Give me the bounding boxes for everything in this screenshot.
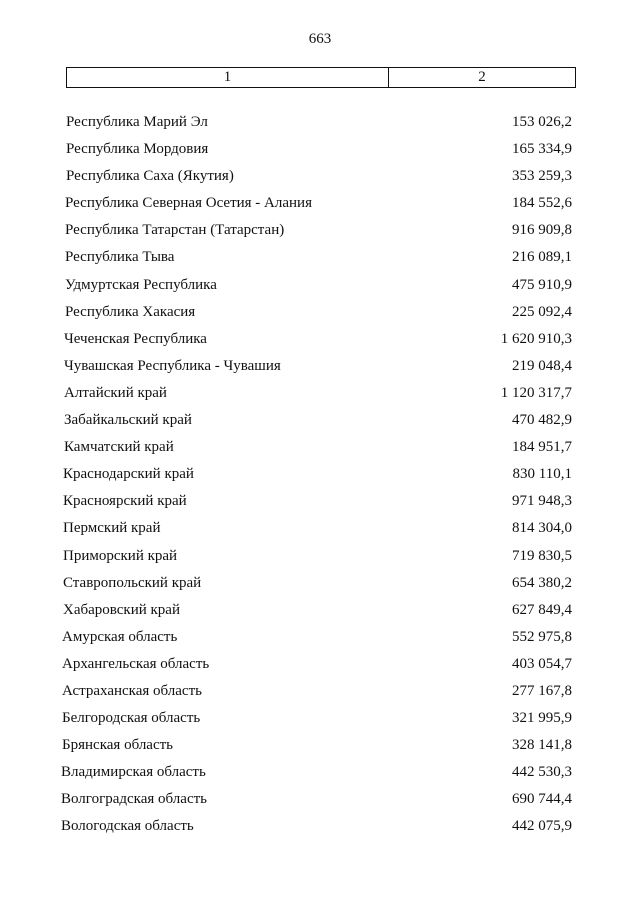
region-name: Владимирская область <box>61 764 206 781</box>
table-row <box>0 573 640 600</box>
region-name: Хабаровский край <box>63 601 180 618</box>
region-name: Пермский край <box>63 520 161 537</box>
region-value: 627 849,4 <box>512 601 572 618</box>
region-value: 153 026,2 <box>512 114 572 130</box>
region-name: Астраханская область <box>62 682 202 699</box>
region-name: Красноярский край <box>63 493 187 510</box>
table-row <box>0 356 640 383</box>
table-row <box>0 600 640 627</box>
table-row <box>0 816 640 843</box>
region-value: 328 141,8 <box>512 737 572 754</box>
table-row <box>0 437 640 464</box>
table-row <box>0 546 640 573</box>
table-row <box>0 220 640 247</box>
region-name: Республика Саха (Якутия) <box>66 168 234 185</box>
region-value: 470 482,9 <box>512 412 572 429</box>
table-row <box>0 491 640 518</box>
region-value: 916 909,8 <box>512 222 572 239</box>
region-value: 719 830,5 <box>512 547 572 564</box>
page-number: 663 <box>308 31 332 47</box>
table-row <box>0 112 640 139</box>
region-name: Алтайский край <box>64 384 167 401</box>
region-name: Республика Марий Эл <box>66 114 208 130</box>
table-row <box>0 789 640 816</box>
region-value: 403 054,7 <box>512 655 572 672</box>
table-row <box>0 383 640 410</box>
region-name: Республика Северная Осетия - Алания <box>65 195 312 212</box>
region-name: Республика Хакасия <box>65 303 196 320</box>
region-value: 475 910,9 <box>512 276 572 293</box>
table-row <box>0 762 640 789</box>
region-value: 165 334,9 <box>512 141 572 158</box>
table-row <box>0 275 640 302</box>
table-row <box>0 139 640 166</box>
region-name: Камчатский край <box>64 439 174 456</box>
table-row <box>0 735 640 762</box>
table-row <box>0 518 640 545</box>
header-column-2: 2 <box>478 69 486 85</box>
region-value: 321 995,9 <box>512 710 572 727</box>
region-name: Чувашская Республика - Чувашия <box>64 357 281 374</box>
region-name: Краснодарский край <box>63 466 194 483</box>
region-name: Республика Тыва <box>65 249 175 266</box>
region-name: Забайкальский край <box>64 412 192 429</box>
region-name: Вологодская область <box>61 818 194 835</box>
region-name: Волгоградская область <box>61 791 207 808</box>
table-row <box>0 302 640 329</box>
region-value: 219 048,4 <box>512 357 572 374</box>
region-name: Республика Мордовия <box>66 141 209 158</box>
region-value: 184 951,7 <box>512 439 572 456</box>
table-row <box>0 708 640 735</box>
region-name: Брянская область <box>62 737 174 754</box>
table-row <box>0 464 640 491</box>
region-value: 654 380,2 <box>512 574 572 591</box>
region-value: 830 110,1 <box>512 466 572 483</box>
region-name: Приморский край <box>63 547 178 564</box>
region-value: 1 620 910,3 <box>500 330 572 347</box>
table-row <box>0 329 640 356</box>
table-row <box>0 627 640 654</box>
region-value: 184 552,6 <box>512 195 572 212</box>
region-name: Ставропольский край <box>63 574 202 591</box>
region-value: 971 948,3 <box>512 493 572 510</box>
region-value: 814 304,0 <box>512 520 572 537</box>
region-value: 353 259,3 <box>512 168 572 185</box>
table-row <box>0 166 640 193</box>
region-name: Удмуртская Республика <box>65 276 217 293</box>
region-name: Белгородская область <box>62 710 201 727</box>
region-value: 690 744,4 <box>512 791 572 808</box>
region-name: Чеченская Республика <box>64 330 207 347</box>
region-value: 552 975,8 <box>512 628 572 645</box>
region-value: 1 120 317,7 <box>500 384 572 401</box>
table-body <box>0 112 640 844</box>
table-row <box>0 654 640 681</box>
table-row <box>0 247 640 274</box>
region-value: 442 075,9 <box>512 818 572 835</box>
region-name: Архангельская область <box>62 655 210 672</box>
header-column-1: 1 <box>67 68 389 87</box>
table-row <box>0 410 640 437</box>
table-row <box>0 193 640 220</box>
table-header <box>66 67 576 88</box>
region-name: Республика Татарстан (Татарстан) <box>65 222 285 239</box>
region-value: 442 530,3 <box>512 764 572 781</box>
table-row <box>0 681 640 708</box>
region-name: Амурская область <box>62 628 178 645</box>
region-value: 277 167,8 <box>512 682 572 699</box>
region-value: 216 089,1 <box>512 249 572 266</box>
region-value: 225 092,4 <box>512 303 572 320</box>
